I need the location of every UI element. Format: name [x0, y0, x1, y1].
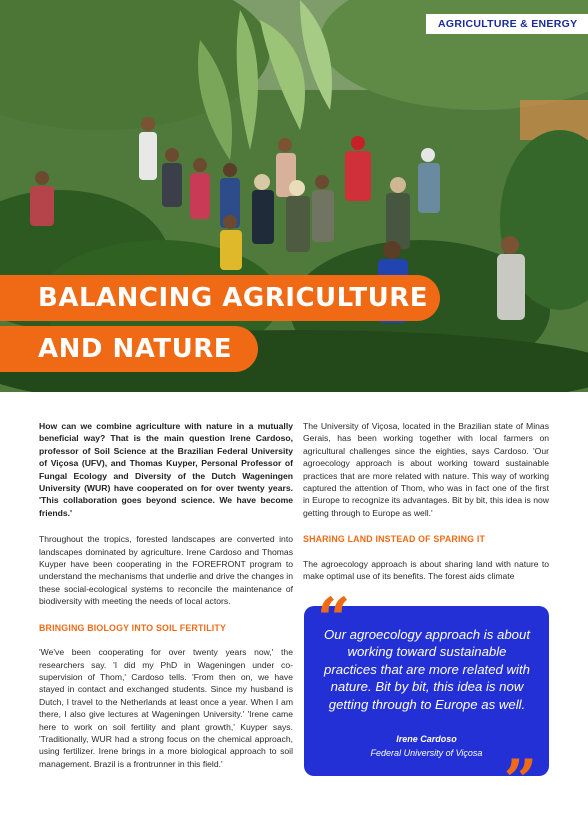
body-paragraph: The agroecology approach is about sharing land with nature to make optimal use of its benefits. The forest aids climate [303, 558, 549, 582]
hero-photo [0, 0, 588, 392]
body-paragraph: The University of Viçosa, located in the Brazilian state of Minas Gerais, has been working together with local farmers on agricultural challenges since the eighties, says Cardoso. 'Our agroecology approach is about working toward sustainable practices that are more related with nature. This way of working captured the attention of Thom, who was in fact one of the first in Europe to recognize its advantages. Bit by bit, this idea is now getting through to Europe as well.' [303, 421, 549, 518]
page-title-line-1: BALANCING AGRICULTURE [0, 275, 440, 321]
pull-quote-text: Our agroecology approach is about working toward sustainable practices that are more related with nature. Bit by bit, this idea is now getting through to Europe as well. [323, 627, 530, 712]
subheading: BRINGING BIOLOGY INTO SOIL FERTILITY [39, 622, 227, 633]
lead-paragraph: How can we combine agriculture with nature in a mutually beneficial way? That is the main question Irene Cardoso, professor of Soil Science at the Brazilian Federal University of Viçosa (UFV), and Thomas Kuyper, Personal Professor of Fungal Ecology and Diversity of the Dutch Wageningen University (WUR) have cooperated on for over twenty years. 'This collaboration goes beyond science. We have become friends.' [39, 421, 293, 518]
body-paragraph: Throughout the tropics, forested landscapes are converted into landscapes dominated by agriculture. Irene Cardoso and Thomas Kuyper have been cooperating in the FOREFRONT program to understand the mechanisms that underlie and drive the changes in these social-ecological systems to reconcile the maintenance of biodiversity with meeting the needs of local actors. [39, 534, 293, 607]
subheading: SHARING LAND INSTEAD OF SPARING IT [303, 534, 486, 545]
left-column [39, 420, 293, 770]
open-quote-icon: “ [317, 585, 351, 653]
close-quote-icon: ” [503, 747, 537, 815]
page-title-line-2: AND NATURE [0, 326, 258, 372]
pull-quote-box [304, 585, 549, 815]
right-column [303, 420, 549, 582]
section-tag: AGRICULTURE & ENERGY [426, 14, 588, 34]
quote-author-name: Irene Cardoso [396, 734, 457, 744]
body-paragraph: 'We've been cooperating for over twenty years now,' the researchers say. 'I did my PhD in Wageningen under co-supervision of Thom,' Cardoso tells. 'From then on, we have stayed in contact and exchanged students. Since my husband is Dutch, I travel to the Netherlands at least once a year. When I am there, I also give lectures at Wageningen University.' 'Irene came here to work on soil fertility and plant growth,' Kuyper says. 'Traditionally, WUR had a strong focus on the chemical approach, using fertilizer. Irene brings in a more biological approach to soil management. Brazil is a frontrunner in this field.' [39, 647, 293, 769]
quote-author-affiliation: Federal University of Viçosa [370, 748, 483, 758]
